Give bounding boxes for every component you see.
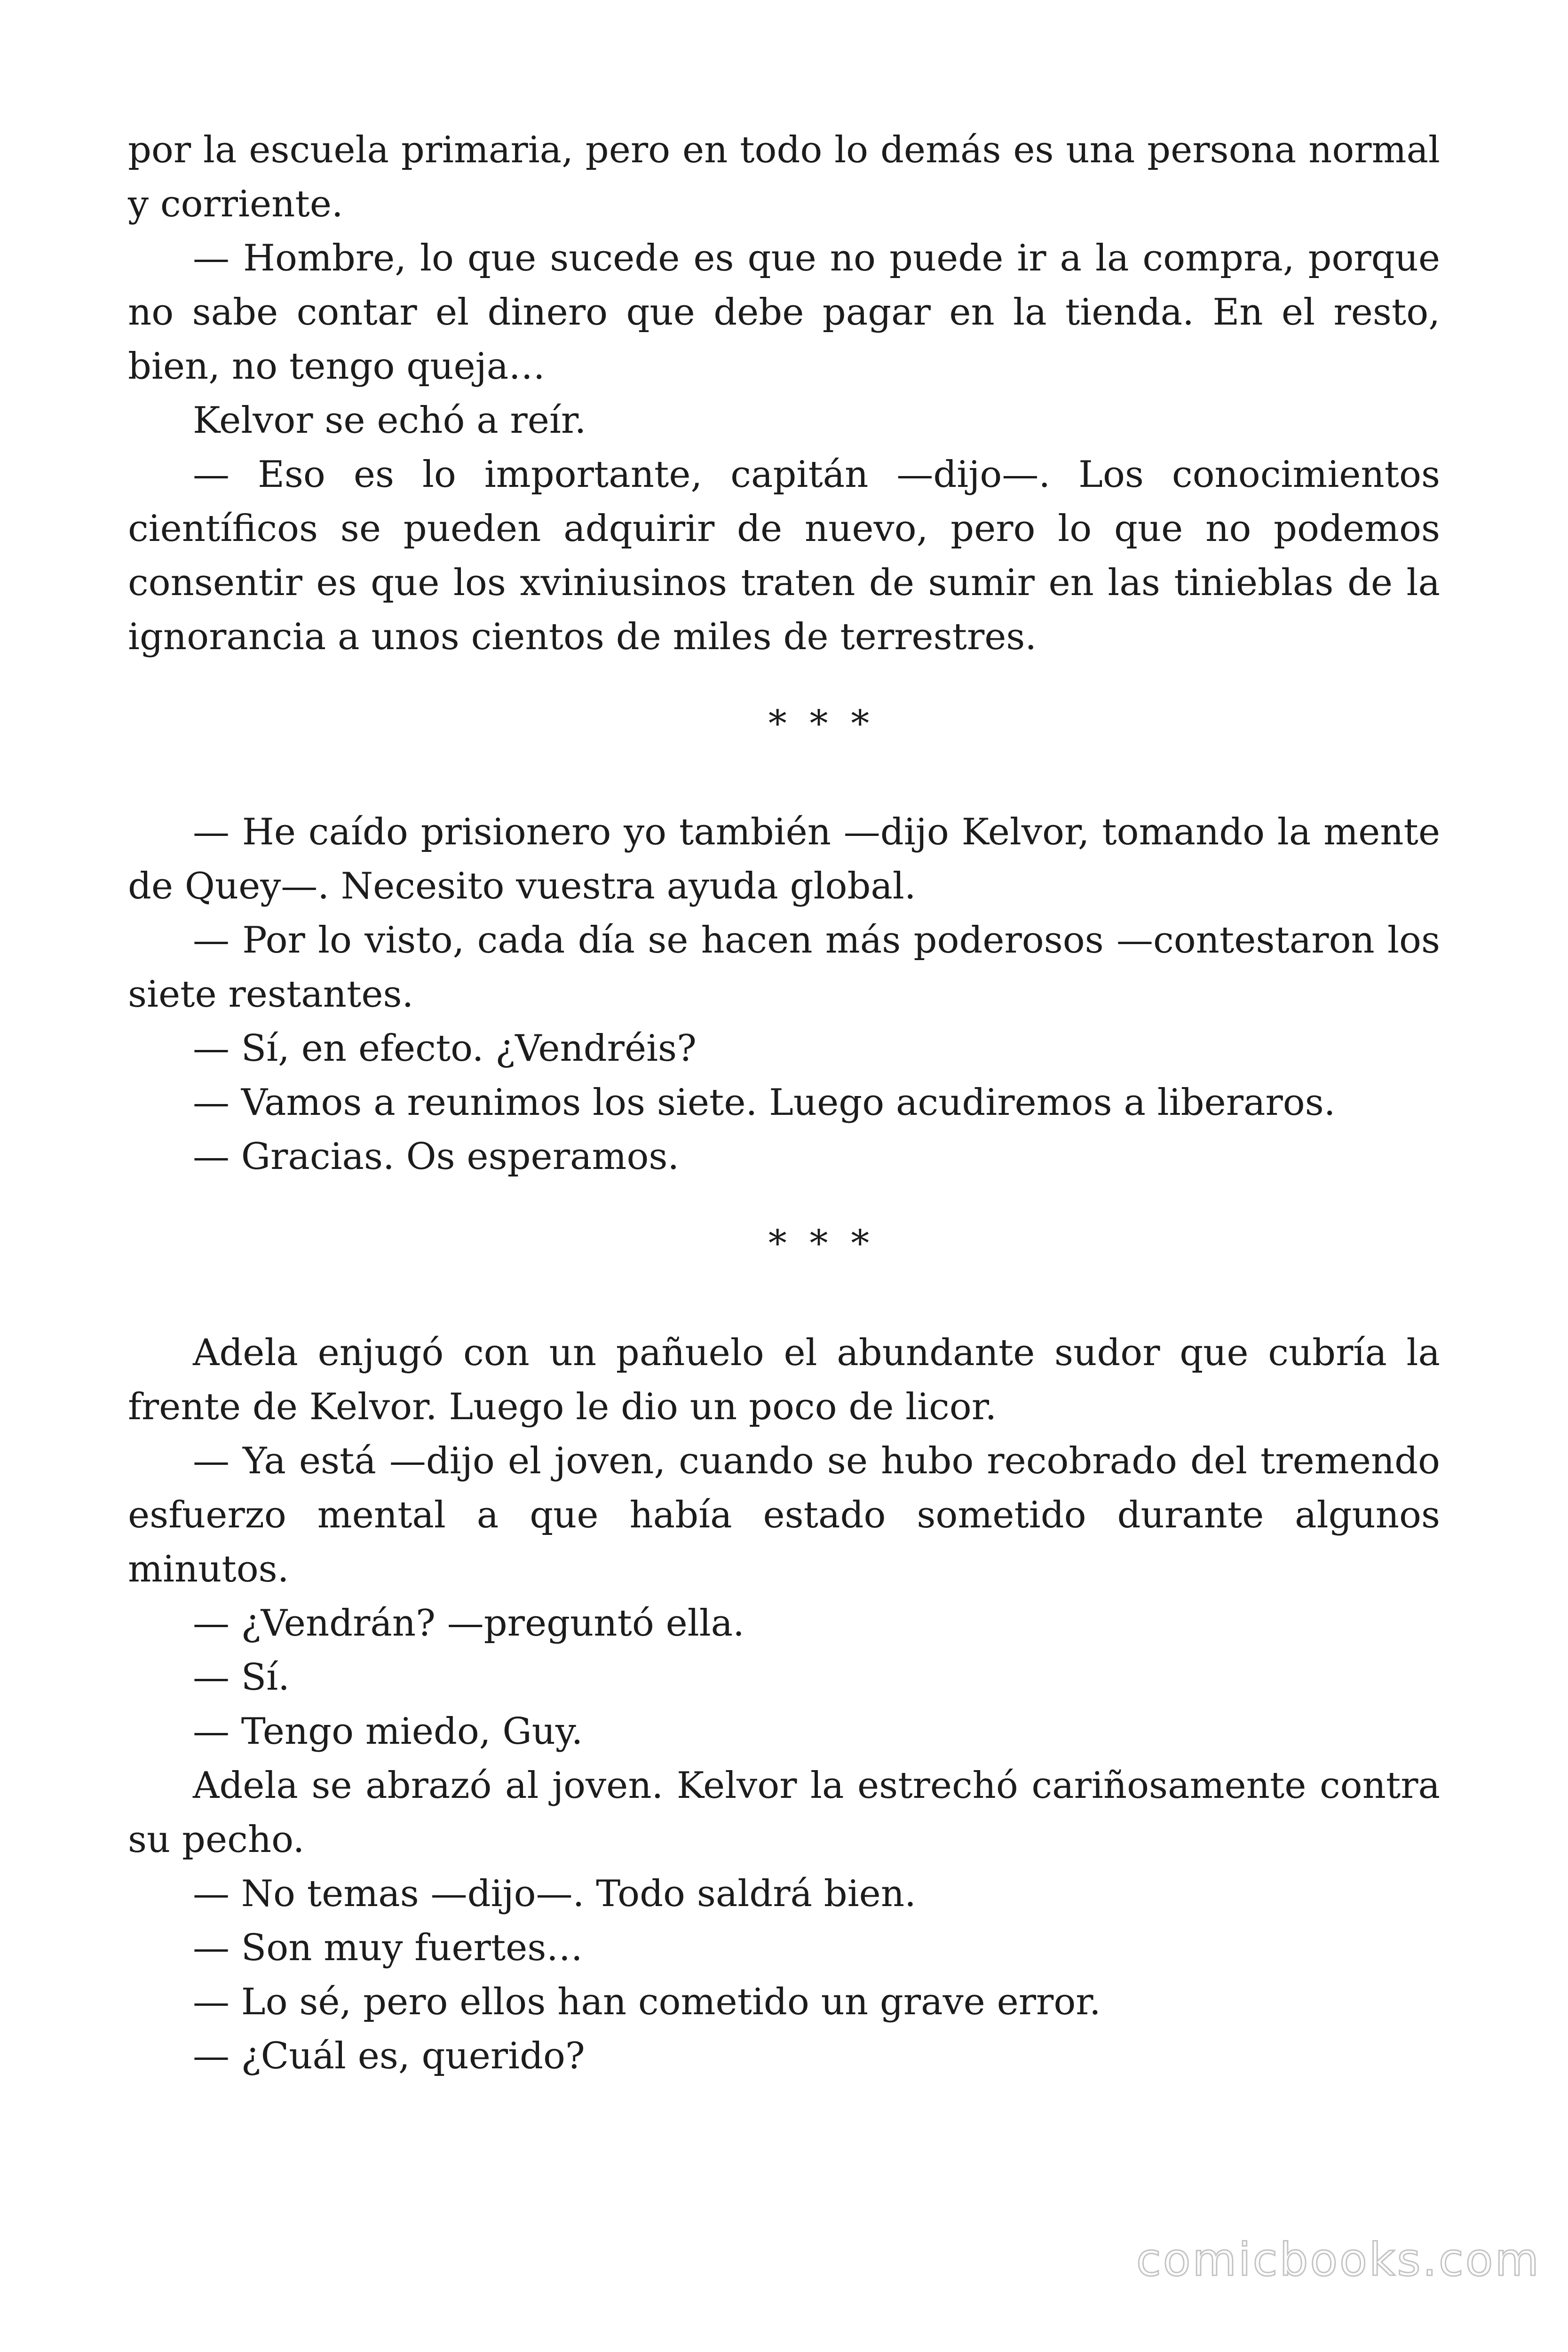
watermark-logo: comicbooks.com (1136, 2233, 1541, 2286)
paragraph: — Ya está —dijo el joven, cuando se hubo recobrado del tremendo esfuerzo mental a que había estado sometido durante algunos minutos. (128, 1440, 1440, 1590)
paragraph: — Lo sé, pero ellos han cometido un grave error. (193, 1981, 1101, 2023)
paragraph: — No temas —dijo—. Todo saldrá bien. (193, 1873, 916, 1915)
paragraph: — He caído prisionero yo también —dijo Kelvor, tomando la mente de Quey—. Necesito vuestra ayuda global. (128, 811, 1440, 907)
paragraph: — Vamos a reunimos los siete. Luego acudiremos a liberaros. (193, 1081, 1336, 1124)
paragraph: — Sí, en efecto. ¿Vendréis? (193, 1027, 697, 1070)
paragraph: Kelvor se echó a reír. (193, 399, 586, 442)
paragraph: Adela se abrazó al joven. Kelvor la estrechó cariñosamente contra su pecho. (128, 1764, 1440, 1861)
paragraph: — Gracias. Os esperamos. (193, 1136, 680, 1178)
paragraph: — Hombre, lo que sucede es que no puede ir a la compra, porque no sabe contar el dinero que debe pagar en la tienda. En el resto, bien, no tengo queja… (128, 237, 1440, 388)
paragraph: — Eso es lo importante, capitán —dijo—. Los conocimientos científicos se pueden adquirir de nuevo, pero lo que no podemos consentir es que los xviniusinos traten de sumir en las tinieblas de la ignorancia a unos cientos de miles de terrestres. (128, 453, 1440, 658)
page-text (128, 123, 1440, 2083)
section-separator: * * * (768, 703, 875, 745)
paragraph: — Tengo miedo, Guy. (193, 1710, 583, 1753)
paragraph: Adela enjugó con un pañuelo el abundante sudor que cubría la frente de Kelvor. Luego le dio un poco de licor. (128, 1332, 1440, 1428)
section-separator: * * * (768, 1223, 875, 1265)
paragraph: — Por lo visto, cada día se hacen más poderosos —contestaron los siete restantes. (128, 919, 1440, 1016)
paragraph: — ¿Vendrán? —preguntó ella. (193, 1602, 744, 1645)
paragraph: — ¿Cuál es, querido? (193, 2035, 585, 2077)
paragraph: — Son muy fuertes… (193, 1927, 583, 1969)
paragraph: por la escuela primaria, pero en todo lo demás es una persona normal y corriente. (128, 129, 1440, 225)
paragraph: — Sí. (193, 1656, 290, 1699)
